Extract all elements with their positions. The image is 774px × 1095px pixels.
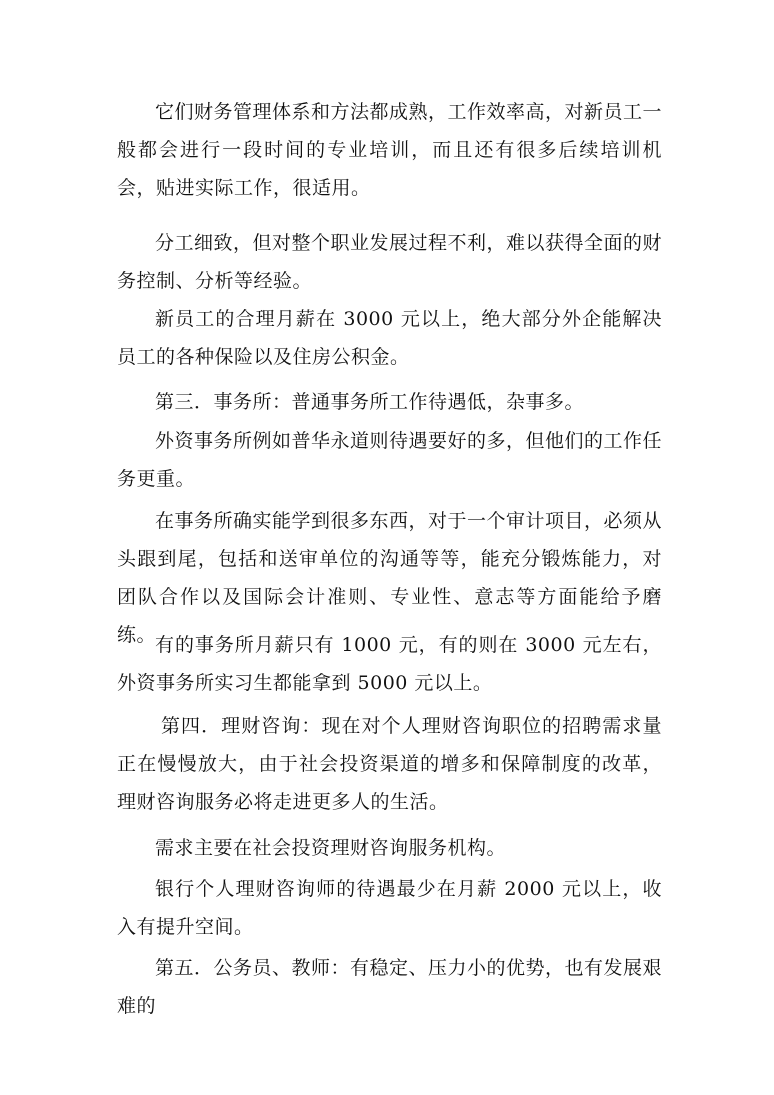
paragraph-firm-salary: 有的事务所月薪只有 1000 元，有的则在 3000 元左右，外资事务所实习生都能拿到 5000 元以上。	[117, 634, 662, 694]
paragraph-section-five: 第五．公务员、教师：有稳定、压力小的优势，也有发展艰难的	[117, 957, 663, 1017]
paragraph-bank-advisor: 银行个人理财咨询师的待遇最少在月薪 2000 元以上，收入有提升空间。	[117, 878, 662, 938]
paragraph-salary-foreign: 新员工的合理月薪在 3000 元以上，绝大部分外企能解决员工的各种保险以及住房公积金。	[117, 308, 662, 368]
paragraph-audit-learning: 在事务所确实能学到很多东西，对于一个审计项目，必须从头跟到尾，包括和送审单位的沟通等等，能充分锻炼能力，对团队合作以及国际会计准则、专业性、意志等方面能给予磨练。	[117, 510, 663, 646]
paragraph-demand: 需求主要在社会投资理财咨询服务机构。	[155, 837, 507, 859]
paragraph-finance-system: 它们财务管理体系和方法都成熟，工作效率高，对新员工一般都会进行一段时间的专业培训，而且还有很多后续培训机会，贴进实际工作，很适用。	[117, 101, 663, 199]
paragraph-foreign-firms: 外资事务所例如普华永道则待遇要好的多，但他们的工作任务更重。	[117, 430, 663, 490]
paragraph-section-three: 第三．事务所：普通事务所工作待遇低，杂事多。	[155, 391, 585, 413]
paragraph-division-of-labor: 分工细致，但对整个职业发展过程不利，难以获得全面的财务控制、分析等经验。	[117, 232, 663, 292]
paragraph-section-four: 第四．理财咨询：现在对个人理财咨询职位的招聘需求量正在慢慢放大，由于社会投资渠道的增多和保障制度的改革，理财咨询服务必将走进更多人的生活。	[117, 715, 662, 813]
